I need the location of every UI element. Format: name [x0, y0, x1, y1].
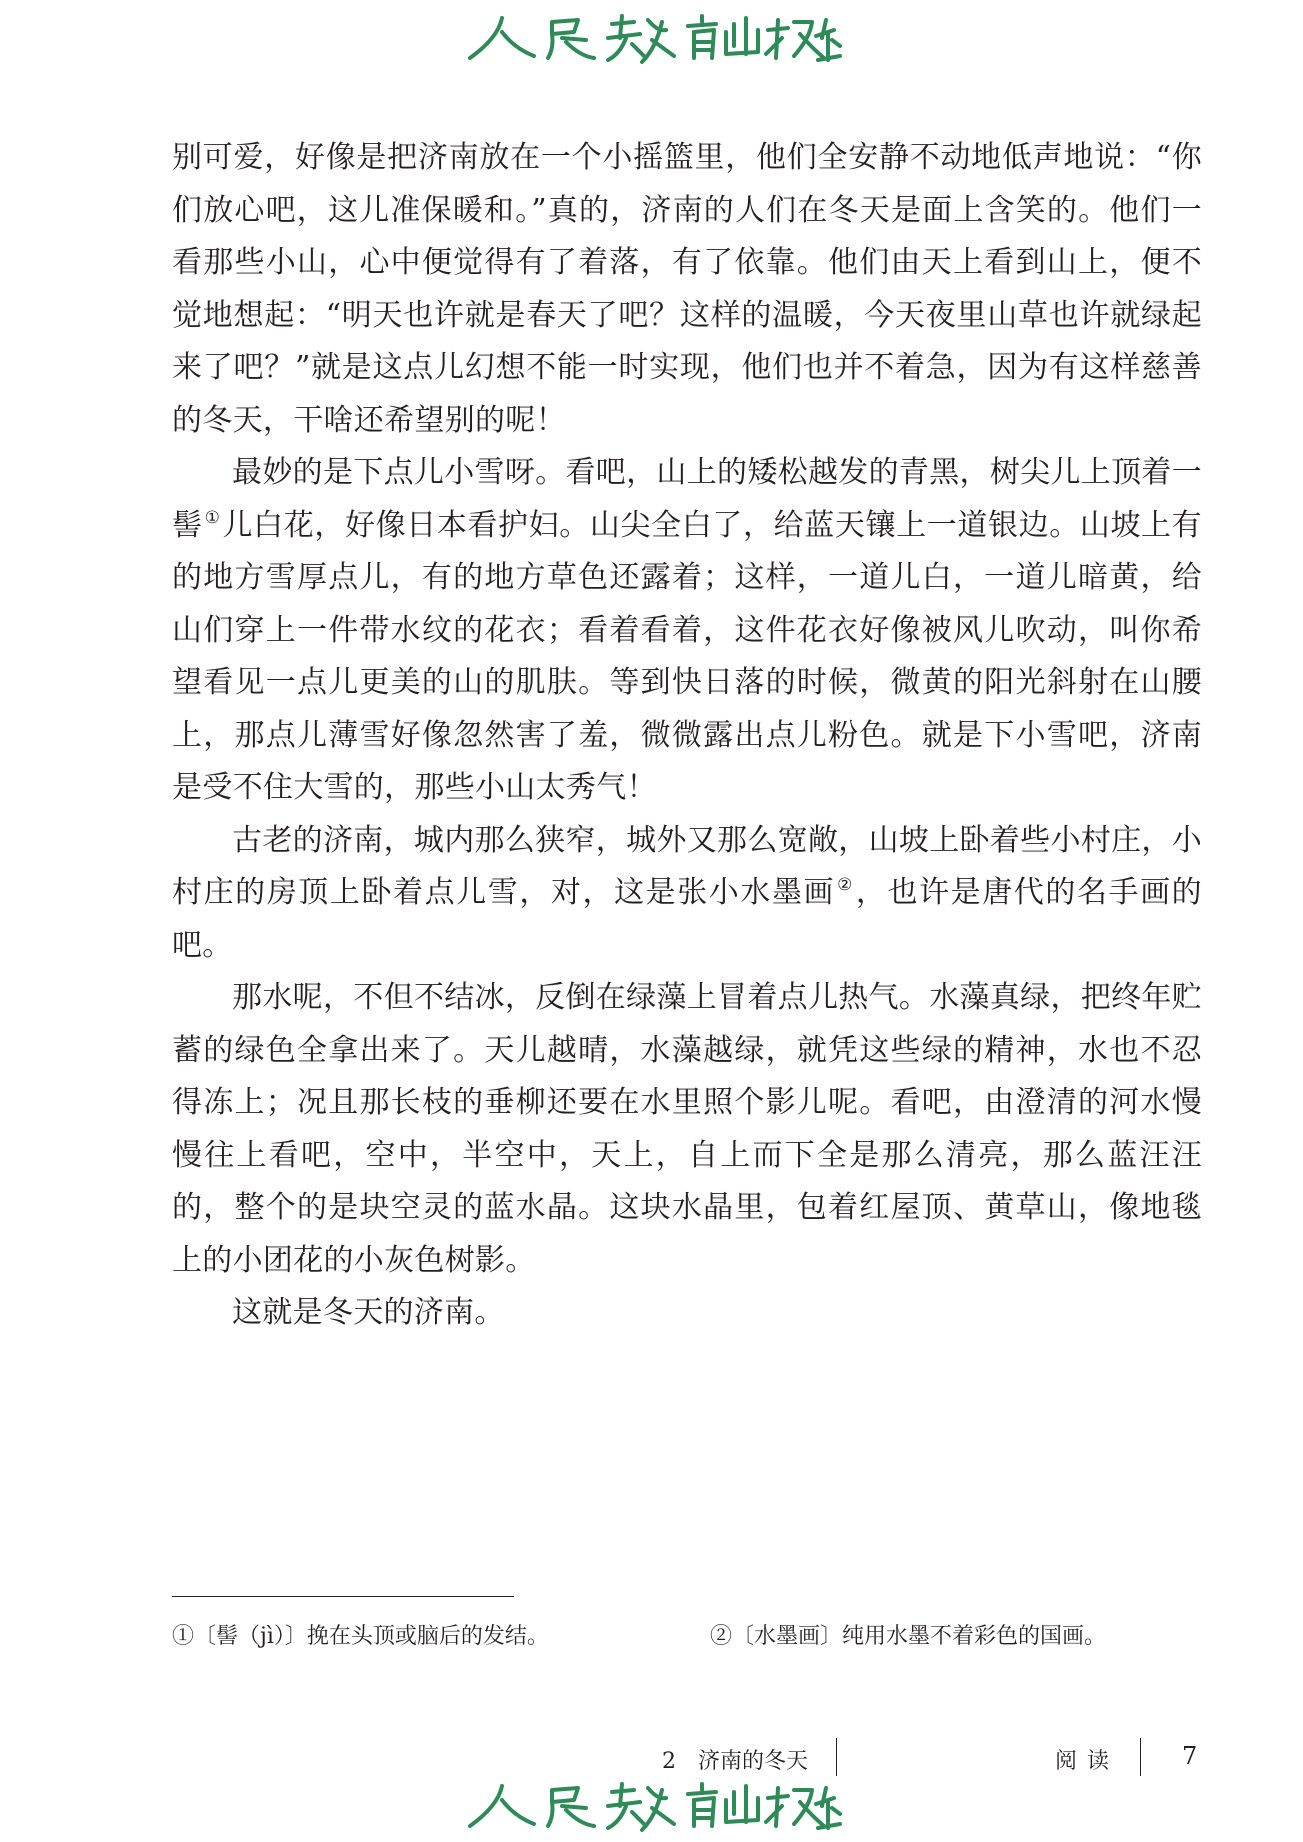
paragraph-3-text-a: 古老的济南，城内那么狭窄，城外又那么宽敞，山坡上卧着些小村庄，小村庄的房顶上卧着点儿雪，对，这是张小水墨画: [172, 822, 1202, 910]
publisher-calligraphy-logo: [462, 8, 842, 66]
paragraph-1-continuation: 别可爱，好像是把济南放在一个小摇篮里，他们全安静不动地低声地说：“你们放心吧，这儿准保暖和。”真的，济南的人们在冬天是面上含笑的。他们一看那些小山，心中便觉得有了着落，有了依靠。他们由天上看到山上，便不觉地想起：“明天也许就是春天了吧？这样的温暖，今天夜里山草也许就绿起来了吧？”就是这点儿幻想不能一时实现，他们也并不着急，因为有这样慈善的冬天，干啥还希望别的呢！: [172, 140, 1202, 438]
publisher-logo-footer: [0, 1776, 1303, 1834]
footnote-ref-2: ②: [837, 875, 854, 895]
paragraph-3: [172, 815, 1202, 973]
page-number: 7: [1182, 1742, 1198, 1770]
paragraph-2-text-a: 最妙的是下点儿小雪呀。看吧，山上的矮松越发的青黑，树尖儿上顶着一髻: [172, 455, 1202, 543]
paragraph-4: 那水呢，不但不结冰，反倒在绿藻上冒着点儿热气。水藻真绿，把终年贮蓄的绿色全拿出来了。天儿越晴，水藻越绿，就凭这些绿的精神，水也不忍得冻上；况且那长枝的垂柳还要在水里照个影儿呢。看吧，由澄清的河水慢慢往上看吧，空中，半空中，天上，自上而下全是那么清亮，那么蓝汪汪的，整个的是块空灵的蓝水晶。这块水晶里，包着红屋顶、黄草山，像地毯上的小团花的小灰色树影。: [172, 980, 1202, 1278]
paragraph-3-text-b: ，也许是唐代的名手画的吧。: [172, 875, 1202, 963]
publisher-calligraphy-logo: [462, 1776, 842, 1834]
page-footer: [0, 1738, 1303, 1778]
footnote-1: ①〔髻（jì）〕挽在头顶或脑后的发结。: [172, 1624, 549, 1649]
paragraph-5: 这就是冬天的济南。: [232, 1295, 505, 1330]
paragraph-2-text-b: 儿白花，好像日本看护妇。山尖全白了，给蓝天镶上一道银边。山坡上有的地方雪厚点儿，有的地方草色还露着；这样，一道儿白，一道儿暗黄，给山们穿上一件带水纹的花衣；看着看着，这件花衣好像被风儿吹动，叫你希望看见一点儿更美的山的肌肤。等到快日落的时候，微黄的阳光斜射在山腰上，那点儿薄雪好像忽然害了羞，微微露出点儿粉色。就是下小雪吧，济南是受不住大雪的，那些小山太秀气！: [172, 507, 1202, 805]
article-body: [172, 132, 1202, 1340]
paragraph-2: [172, 447, 1202, 815]
footer-section-label: 阅读: [1055, 1749, 1120, 1774]
footnote-ref-1: ①: [204, 507, 221, 528]
footnote-divider: [172, 1596, 514, 1597]
footer-lesson-title: 2 济南的冬天: [662, 1749, 808, 1774]
publisher-logo-header: [0, 8, 1303, 66]
footer-separator: [1140, 1738, 1141, 1776]
footer-separator: [836, 1738, 837, 1776]
footnote-2: ②〔水墨画〕纯用水墨不着彩色的国画。: [710, 1624, 1107, 1649]
